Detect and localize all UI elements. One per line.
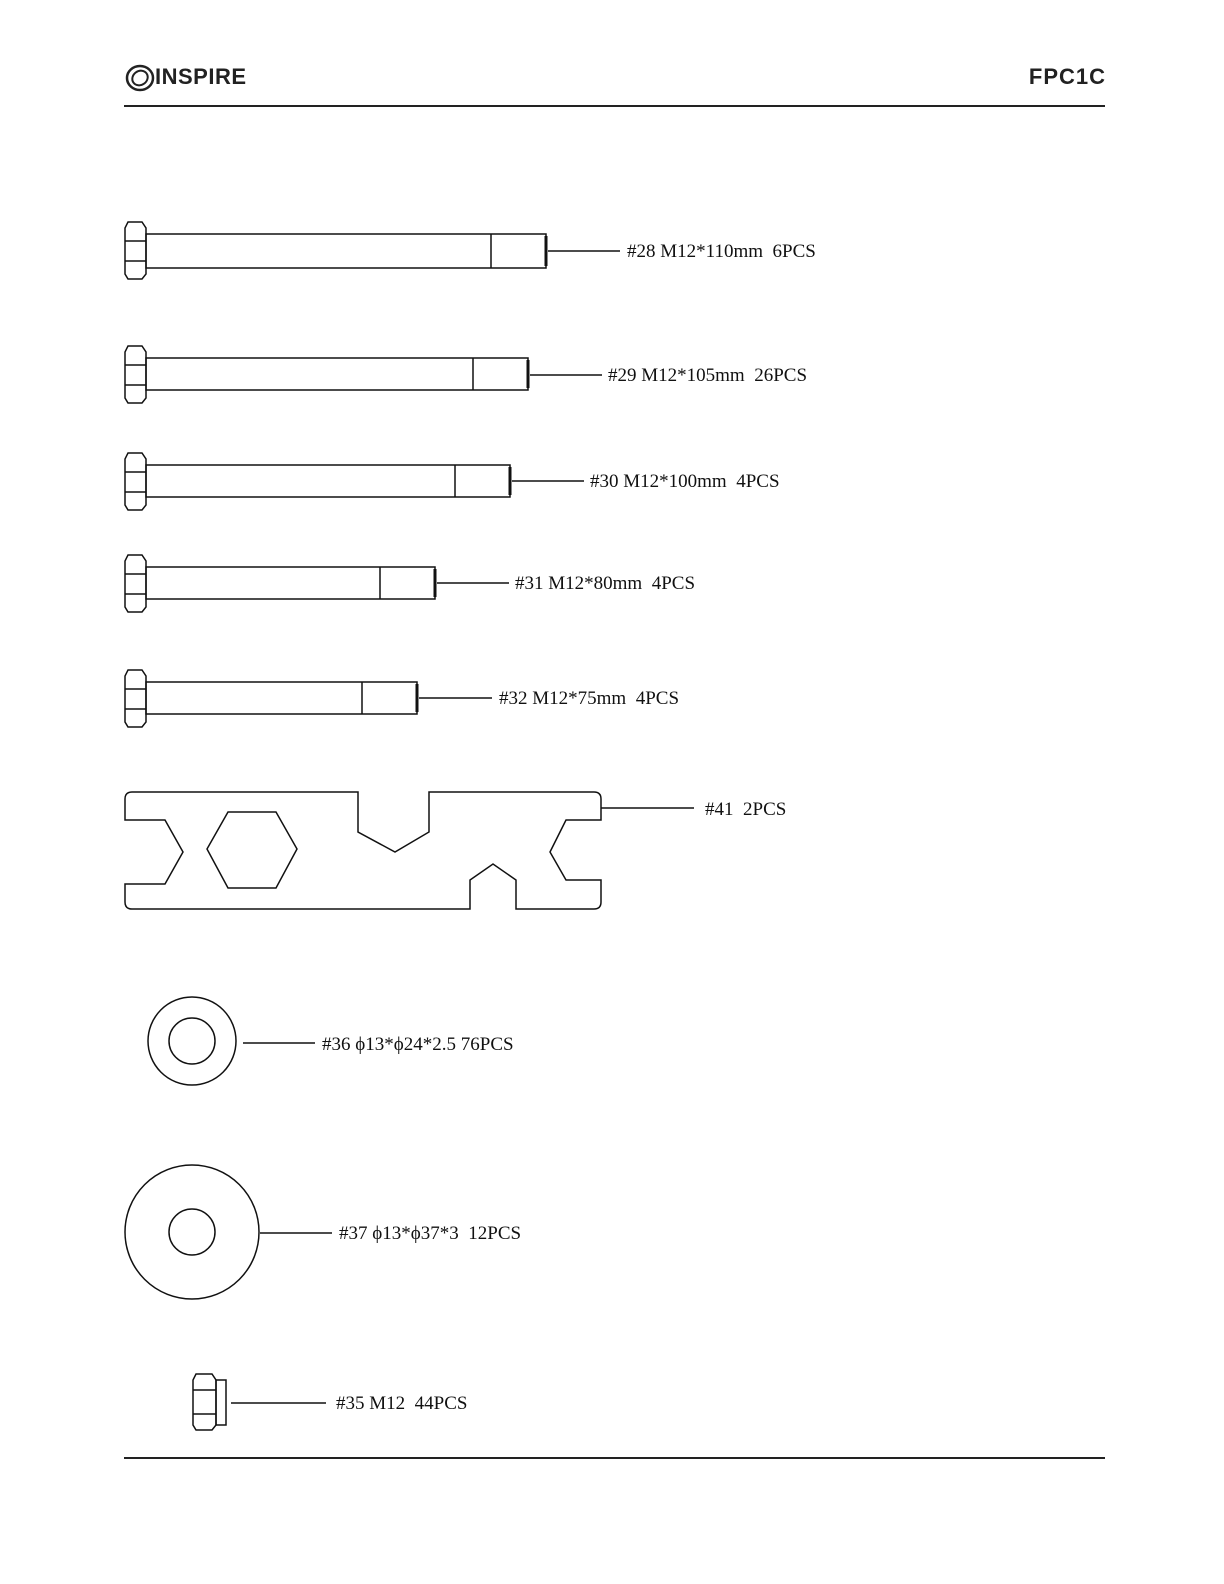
part-28-label: #28 M12*110mm 6PCS bbox=[627, 241, 816, 262]
bolt-29-drawing bbox=[125, 346, 602, 403]
part-29-label: #29 M12*105mm 26PCS bbox=[608, 365, 808, 386]
part-37-label: #37 ϕ13*ϕ37*3 12PCS bbox=[339, 1223, 522, 1244]
nut-35-drawing bbox=[193, 1374, 326, 1430]
part-31-label: #31 M12*80mm 4PCS bbox=[515, 573, 696, 594]
bolt-32-drawing bbox=[125, 670, 492, 727]
brand-name: INSPIRE bbox=[155, 64, 247, 89]
footer-rule bbox=[124, 1457, 1105, 1459]
part-35-label: #35 M12 44PCS bbox=[336, 1393, 468, 1414]
part-41-label: #41 2PCS bbox=[705, 799, 787, 820]
bolt-28-drawing bbox=[125, 222, 620, 279]
wrench-41-drawing bbox=[125, 792, 694, 909]
bolt-31-drawing bbox=[125, 555, 509, 612]
part-36-label: #36 ϕ13*ϕ24*2.5 76PCS bbox=[322, 1034, 514, 1055]
washer-36-drawing bbox=[148, 997, 315, 1085]
bolt-30-drawing bbox=[125, 453, 584, 510]
part-32-label: #32 M12*75mm 4PCS bbox=[499, 688, 680, 709]
model-code: FPC1C bbox=[1028, 64, 1106, 89]
washer-37-drawing bbox=[125, 1165, 332, 1299]
part-30-label: #30 M12*100mm 4PCS bbox=[590, 471, 780, 492]
